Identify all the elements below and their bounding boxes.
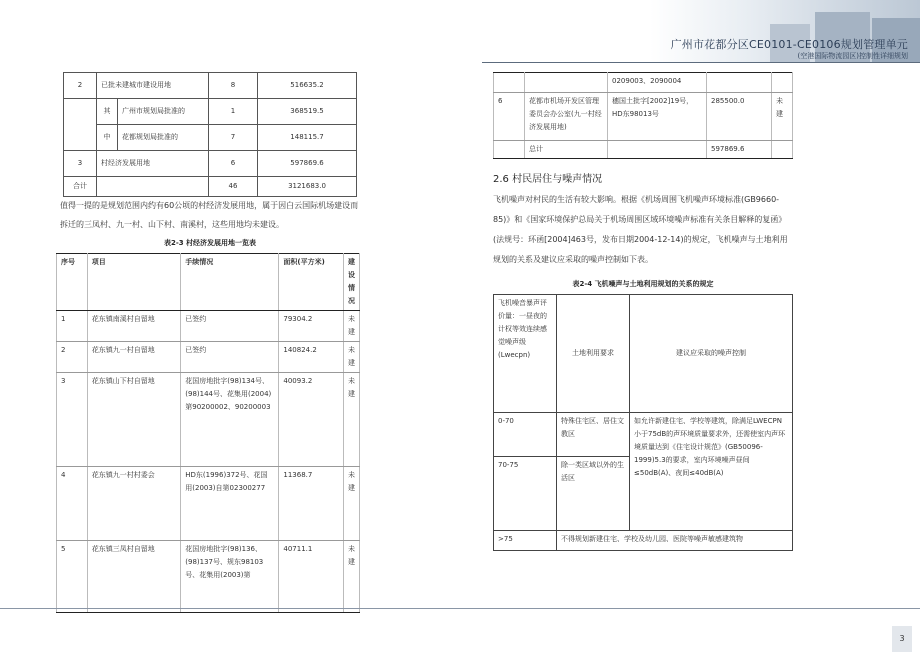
document-title: 广州市花都分区CE0101-CE0106规划管理单元 <box>670 38 908 51</box>
table-cell: 8 <box>209 73 258 99</box>
table-cell: 未建 <box>344 311 360 342</box>
table-cell: 村经济发展用地 <box>97 151 209 177</box>
table-cell: 花东镇九一村自留地 <box>87 342 181 373</box>
table-cell: 未建 <box>344 373 360 467</box>
table-cell: 中 <box>97 125 118 151</box>
table-cell: 合计 <box>64 177 97 197</box>
table-cell: 7 <box>209 125 258 151</box>
table-row <box>64 177 357 197</box>
table-cell: 花东镇南溪村自留地 <box>87 311 181 342</box>
table-cell: 0209003、2090004 <box>608 73 707 93</box>
table-cell: 其 <box>97 99 118 125</box>
table-cell: 已签约 <box>181 311 279 342</box>
table-cell <box>608 141 707 159</box>
table-cell: 597869.6 <box>707 141 772 159</box>
table-cell: 未建 <box>344 342 360 373</box>
page-number: 3 <box>892 626 912 652</box>
column-header: 项目 <box>87 254 181 311</box>
table-cell: 79304.2 <box>279 311 344 342</box>
table-cell: 花东镇山下村自留地 <box>87 373 181 467</box>
table-caption: 表2-3 村经济发展用地一览表 <box>163 239 257 247</box>
table-cell: 140824.2 <box>279 342 344 373</box>
table-cell: 未建 <box>344 467 360 541</box>
table-cell: 285500.0 <box>707 93 772 141</box>
table-cell: 3 <box>57 373 88 467</box>
column-header: 土地利用要求 <box>557 295 630 413</box>
table-cell: 4 <box>57 467 88 541</box>
table-cell: 未建 <box>772 93 793 141</box>
table-row <box>64 73 357 99</box>
table-cell: 穗国土批字[2002]19号，HD东98013号 <box>608 93 707 141</box>
table-row <box>494 93 793 141</box>
table-cell: 不得规划新建住宅、学校及幼儿园、医院等噪声敏感建筑物 <box>557 531 793 551</box>
table-row <box>494 413 793 457</box>
column-header: 序号 <box>57 254 88 311</box>
noise-landuse-table <box>493 294 793 551</box>
table-cell <box>772 73 793 93</box>
table-cell: >75 <box>494 531 557 551</box>
column-header: 飞机噪音暴声评价量：一昼夜的计权等效连续感觉噪声级(Lwecpn) <box>494 295 557 413</box>
table-cell: 除一类区域以外的生活区 <box>557 457 630 531</box>
table-cell <box>707 73 772 93</box>
table-cell: 花东镇三凤村自留地 <box>87 541 181 613</box>
table-row <box>64 99 357 125</box>
table-cell: 花国房地批字(98)136、(98)137号、规东98103号、花集用(2003)第 <box>181 541 279 613</box>
table-cell: 已签约 <box>181 342 279 373</box>
table-row <box>57 342 360 373</box>
table-cell: 如允许新建住宅、学校等建筑，除满足LWECPN小于75dB的声环境质量要求外，还需使室内声环境质量达到《住宅设计规范》(GB50096-1999)5.3的要求，室内环境噪声昼间≤50dB(A)、夜间≤40dB(A) <box>630 413 793 531</box>
header-banner <box>650 0 920 62</box>
table-header-row <box>57 254 360 311</box>
table-row <box>494 73 793 93</box>
table-cell: 1 <box>57 311 88 342</box>
table-cell: 已批未建城市建设用地 <box>97 73 209 99</box>
column-header: 手续情况 <box>181 254 279 311</box>
table-cell: 广州市规划局批准的 <box>118 99 209 125</box>
table-cell: 2 <box>57 342 88 373</box>
header-rule <box>482 62 920 63</box>
footer-rule <box>0 608 920 609</box>
table-cell: 516635.2 <box>258 73 357 99</box>
table-cell: 5 <box>57 541 88 613</box>
body-paragraph: 飞机噪声对村民的生活有较大影响。根据《机场周围飞机噪声环境标准(GB9660-85)》和《国家环境保护总局关于机场周围区域环境噪声标准有关条目解释的复函》(法规号：环函[2004]463号，发布日期2004-12-14)的规定，飞机噪声与土地利用规划的关系及建议应采取的噪声控制如下表。 <box>493 195 788 264</box>
document-subtitle: (空港国际物流园区)控制性详细规划 <box>797 52 908 60</box>
table-cell: 花都规划局批准的 <box>118 125 209 151</box>
table-cell: 46 <box>209 177 258 197</box>
table-cell: 特殊住宅区、居住文教区 <box>557 413 630 457</box>
table-cell <box>64 99 97 125</box>
body-paragraph: 值得一提的是规划范围内约有60公顷的村经济发展用地，属于因白云国际机场建设而拆迁的三凤村、九一村、山下村、南溪村，这些用地均未建设。 <box>60 201 359 229</box>
table-cell: 368519.5 <box>258 99 357 125</box>
table-cell: 597869.6 <box>258 151 357 177</box>
table-cell: 0-70 <box>494 413 557 457</box>
column-header: 面积(平方米) <box>279 254 344 311</box>
village-land-table <box>56 253 360 613</box>
section-heading: 2.6 村民居住与噪声情况 <box>493 174 603 185</box>
table-cell <box>525 73 608 93</box>
table-cell: 3121683.0 <box>258 177 357 197</box>
table-cell: 花国房地批字(98)134号、(98)144号、花集用(2004)第90200002、90200003 <box>181 373 279 467</box>
table-cell: 6 <box>209 151 258 177</box>
table-row <box>494 531 793 551</box>
table-row <box>64 151 357 177</box>
column-header: 建议应采取的噪声控制 <box>630 295 793 413</box>
column-header: 建设情况 <box>344 254 360 311</box>
table-row <box>57 311 360 342</box>
table-row <box>57 467 360 541</box>
table-row <box>494 141 793 159</box>
village-land-table-continued <box>493 72 793 159</box>
table-row <box>57 373 360 467</box>
table-cell <box>64 125 97 151</box>
table-cell <box>494 73 525 93</box>
table-cell: 40093.2 <box>279 373 344 467</box>
table-cell: 2 <box>64 73 97 99</box>
table-cell: 花都市机场开发区管理委员会办公室(九一村经济发展用地) <box>525 93 608 141</box>
table-cell: 70-75 <box>494 457 557 531</box>
table-cell <box>772 141 793 159</box>
table-cell: 花东镇九一村村委会 <box>87 467 181 541</box>
table-row <box>64 125 357 151</box>
table-cell: HD东(1996)372号、花国用(2003)自第02300277 <box>181 467 279 541</box>
table-caption: 表2-4 飞机噪声与土地利用规划的关系的规定 <box>572 280 714 288</box>
table-header-row <box>494 295 793 413</box>
table-row <box>57 541 360 613</box>
table-cell: 11368.7 <box>279 467 344 541</box>
table-cell <box>494 141 525 159</box>
land-use-summary-table <box>63 72 357 197</box>
table-cell: 148115.7 <box>258 125 357 151</box>
table-cell: 6 <box>494 93 525 141</box>
table-cell: 1 <box>209 99 258 125</box>
table-cell <box>97 177 209 197</box>
table-cell: 未建 <box>344 541 360 613</box>
table-cell: 3 <box>64 151 97 177</box>
table-cell: 40711.1 <box>279 541 344 613</box>
table-cell: 总计 <box>525 141 608 159</box>
